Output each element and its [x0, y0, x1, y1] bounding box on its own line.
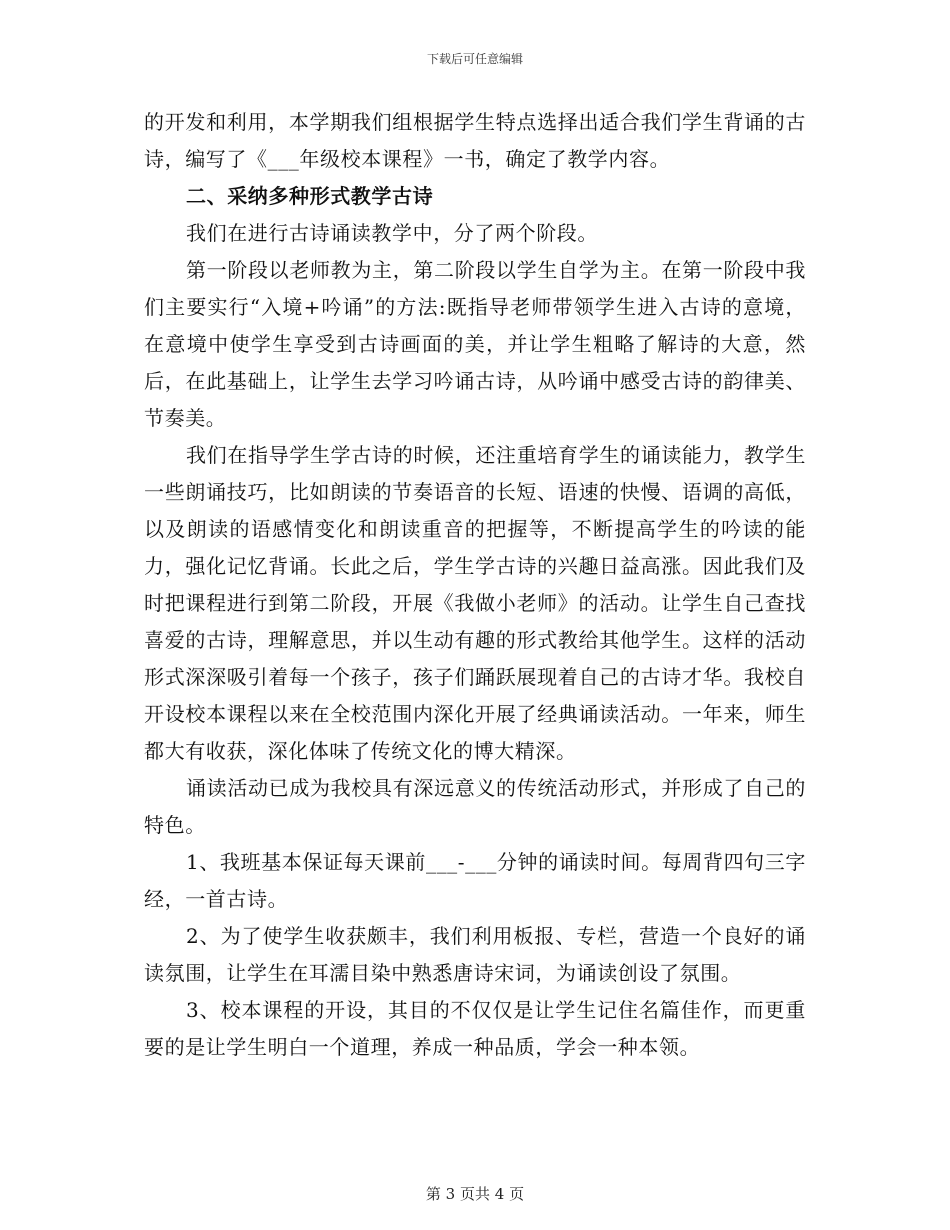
page-footer: 第 3 页共 4 页: [425, 1185, 525, 1203]
paragraph-3: 第一阶段以老师教为主，第二阶段以学生自学为主。在第一阶段中我们主要实行“入境+吟诵”的方法:既指导老师带领学生进入古诗的意境，在意境中使学生享受到古诗画面的美，并让学生粗略了解诗的大意，然后，在此基础上，让学生去学习吟诵古诗，从吟诵中感受古诗的韵律美、节奏美。: [144, 258, 806, 430]
section-heading: 二、采纳多种形式教学古诗: [186, 184, 434, 208]
list-item-1: 1、我班基本保证每天课前___-___分钟的诵读时间。每周背四句三字经，一首古诗。: [144, 850, 806, 911]
list-item-3: 3、校本课程的开设，其目的不仅仅是让学生记住名篇佳作，而更重要的是让学生明白一个道理，养成一种品质，学会一种本领。: [144, 998, 806, 1059]
document-body: [144, 104, 806, 1066]
page-header: 下载后可任意编辑: [426, 52, 523, 66]
paragraph-4: 我们在指导学生学古诗的时候，还注重培育学生的诵读能力，教学生一些朗诵技巧，比如朗读的节奏语音的长短、语速的快慢、语调的高低，以及朗读的语感情变化和朗读重音的把握等，不断提高学生的吟读的能力，强化记忆背诵。长此之后，学生学古诗的兴趣日益高涨。因此我们及时把课程进行到第二阶段，开展《我做小老师》的活动。让学生自己查找喜爱的古诗，理解意思，并以生动有趣的形式教给其他学生。这样的活动形式深深吸引着每一个孩子，孩子们踊跃展现着自己的古诗才华。我校自开设校本课程以来在全校范围内深化开展了经典诵读活动。一年来，师生都大有收获，深化体味了传统文化的博大精深。: [144, 443, 806, 763]
list-item-2: 2、为了使学生收获颇丰，我们利用板报、专栏，营造一个良好的诵读氛围，让学生在耳濡目染中熟悉唐诗宋词，为诵读创设了氛围。: [144, 924, 806, 985]
paragraph-2: 我们在进行古诗诵读教学中，分了两个阶段。: [186, 221, 598, 245]
paragraph-5: 诵读活动已成为我校具有深远意义的传统活动形式，并形成了自己的特色。: [144, 776, 806, 837]
paragraph-1: 的开发和利用，本学期我们组根据学生特点选择出适合我们学生背诵的古诗，编写了《___年级校本课程》一书，确定了教学内容。: [144, 110, 806, 171]
